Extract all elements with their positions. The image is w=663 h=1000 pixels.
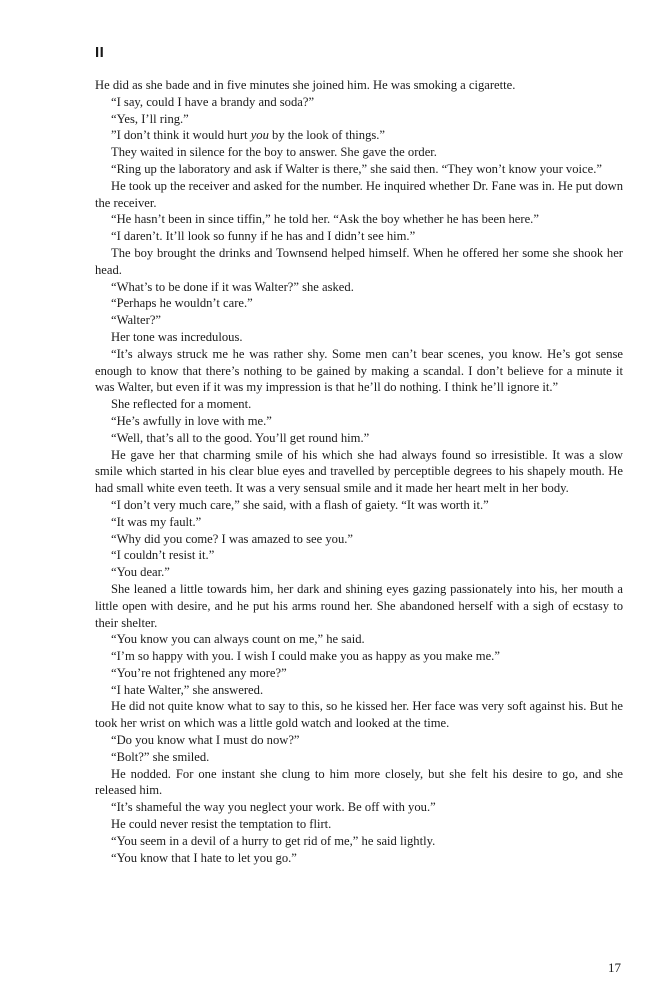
- paragraph: “I daren’t. It’ll look so funny if he has and I didn’t see him.”: [111, 229, 416, 244]
- paragraph: “You seem in a devil of a hurry to get rid of me,” he said lightly.: [111, 833, 436, 848]
- paragraph: “I don’t very much care,” she said, with a flash of gaiety. “It was worth it.”: [111, 497, 489, 512]
- paragraph: “He hasn’t been in since tiffin,” he told her. “Ask the boy whether he has been here.”: [111, 212, 539, 227]
- paragraph: “Walter?”: [111, 313, 162, 328]
- paragraph: “I say, could I have a brandy and soda?”: [111, 94, 315, 109]
- paragraph: The boy brought the drinks and Townsend helped himself. When he offered her some she shook her head.: [95, 245, 623, 277]
- paragraph: He nodded. For one instant she clung to him more closely, but she felt his desire to go, and she released him.: [95, 766, 623, 798]
- paragraph: “It’s always struck me he was rather shy. Some men can’t bear scenes, you know. He’s got sense enough to know that there’s nothing to be gained by making a scandal. I don’t believe for a minute it was Walter, but even if it was my impression is that he’ll do nothing. I think he’ll ignore it.”: [95, 346, 623, 395]
- emphasis-you: you: [250, 128, 269, 143]
- paragraph: He gave her that charming smile of his which she had always found so irresistible. It was a slow smile which started in his clear blue eyes and travelled by perceptible degrees to his shapely mouth. He had small white even teeth. It was a very sensual smile and it made her heart melt in her body.: [95, 447, 623, 496]
- paragraph: “You know that I hate to let you go.”: [111, 850, 297, 865]
- paragraph: Her tone was incredulous.: [111, 329, 243, 344]
- paragraph: “It’s shameful the way you neglect your work. Be off with you.”: [111, 800, 436, 815]
- paragraph-text: ”I don’t think it would hurt: [111, 128, 251, 143]
- paragraph: “You know you can always count on me,” he said.: [111, 632, 365, 647]
- page-number: 17: [608, 960, 621, 975]
- paragraph: “Why did you come? I was amazed to see you.”: [111, 531, 353, 546]
- paragraph: “He’s awfully in love with me.”: [111, 413, 272, 428]
- paragraph: He took up the receiver and asked for the number. He inquired whether Dr. Fane was in. He put down the receiver.: [95, 178, 623, 210]
- paragraph: “You dear.”: [111, 565, 170, 580]
- paragraph: “Yes, I’ll ring.”: [111, 111, 189, 126]
- chapter-heading: II: [95, 44, 105, 61]
- paragraph: They waited in silence for the boy to answer. She gave the order.: [111, 145, 437, 160]
- paragraph: “You’re not frightened any more?”: [111, 665, 287, 680]
- paragraph: “Ring up the laboratory and ask if Walter is there,” she said then. “They won’t know your voice.”: [111, 161, 602, 176]
- paragraph: “I couldn’t resist it.”: [111, 548, 215, 563]
- paragraph: He did not quite know what to say to this, so he kissed her. Her face was very soft against his. But he took her wrist on which was a little gold watch and looked at the time.: [95, 699, 623, 731]
- paragraph: He could never resist the temptation to flirt.: [111, 817, 332, 832]
- paragraph: “Well, that’s all to the good. You’ll get round him.”: [111, 430, 370, 445]
- paragraph-text: by the look of things.”: [268, 128, 386, 143]
- paragraph: “Bolt?” she smiled.: [111, 749, 210, 764]
- paragraph: “What’s to be done if it was Walter?” she asked.: [111, 279, 354, 294]
- paragraph: She reflected for a moment.: [111, 397, 252, 412]
- paragraph: [95, 127, 623, 144]
- paragraph: He did as she bade and in five minutes she joined him. He was smoking a cigarette.: [95, 78, 516, 92]
- paragraph: “I’m so happy with you. I wish I could make you as happy as you make me.”: [111, 649, 500, 664]
- body-text: [95, 77, 623, 866]
- paragraph: She leaned a little towards him, her dark and shining eyes gazing passionately into his, her mouth a little open with desire, and he put his arms round her. She abandoned herself with a sigh of ecstasy to their shelter.: [95, 581, 623, 630]
- paragraph: “It was my fault.”: [111, 514, 202, 529]
- paragraph: “Do you know what I must do now?”: [111, 733, 300, 748]
- paragraph: “I hate Walter,” she answered.: [111, 682, 264, 697]
- paragraph: “Perhaps he wouldn’t care.”: [111, 296, 253, 311]
